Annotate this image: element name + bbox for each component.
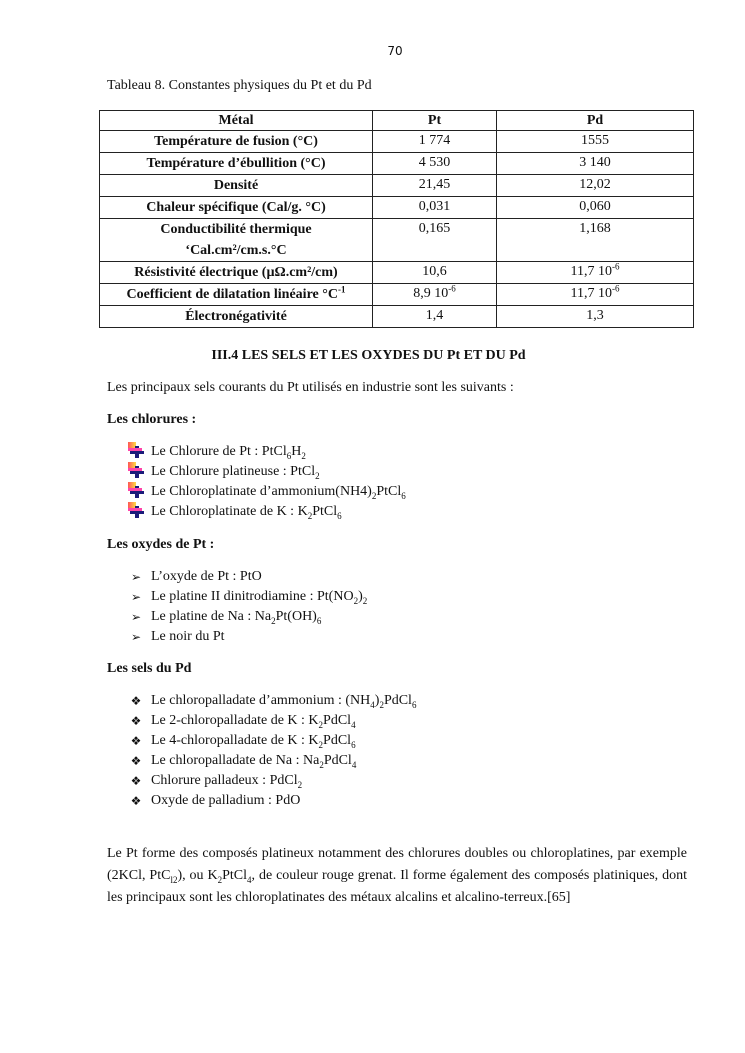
list-item-text (151, 504, 342, 519)
list-item (128, 607, 367, 627)
text-segment: Le Chloroplatinate de K : K (151, 504, 308, 519)
subscript: 2 (379, 699, 384, 710)
row-label (100, 219, 373, 262)
diamond-icon: ❖ (130, 694, 142, 708)
superscript: -1 (337, 284, 346, 295)
pd-value (497, 306, 694, 328)
text-segment: Densité (213, 178, 259, 193)
text-segment: Température de fusion (°C) (154, 134, 318, 149)
subscript: 2 (315, 470, 320, 481)
subscript: 4 (370, 699, 375, 710)
list-item-text (151, 589, 367, 604)
list-item-text (151, 793, 300, 808)
list-item-text (151, 773, 302, 788)
table-row (100, 219, 694, 262)
text-segment: Le Pt forme des composés platineux notamment des chlorures doubles ou chloroplatines, par exemple (2KCl, PtC (107, 846, 687, 883)
diamond-icon: ❖ (130, 774, 142, 788)
text-segment: 0,031 (418, 199, 451, 214)
intro-text: Les principaux sels courants du Pt utilisés en industrie sont les suivants : (107, 380, 514, 395)
subscript: 2 (301, 450, 306, 461)
text-segment: ), ou K (177, 868, 218, 883)
list-item (128, 502, 406, 522)
text-segment: Le Chlorure platineuse : PtCl (151, 464, 316, 479)
text-segment: Chlorure palladeux : PdCl (151, 773, 298, 788)
arrow-icon: ➢ (130, 570, 142, 584)
text-segment: 1,3 (586, 308, 604, 323)
subscript: 4 (247, 874, 252, 885)
oxydes-list (128, 567, 367, 647)
pd-value (497, 131, 694, 153)
subscript: 2 (371, 490, 377, 501)
list-item-text (151, 693, 416, 708)
subscript: 6 (411, 699, 417, 710)
text-segment: 1,168 (579, 221, 611, 236)
subscript: 4 (351, 759, 357, 770)
superscript: -6 (448, 283, 456, 294)
list-item (128, 691, 416, 711)
pt-value (373, 131, 497, 153)
diamond-icon: ❖ (130, 734, 142, 748)
row-label (100, 153, 373, 175)
text-segment: Le Chloroplatinate d’ammonium(NH4) (151, 484, 372, 499)
text-segment: PdCl (323, 713, 352, 728)
header-pt: Pt (373, 111, 497, 131)
list-item (128, 442, 406, 462)
text-segment: Pt(OH) (275, 609, 317, 624)
text-segment: Le platine de Na : Na (151, 609, 272, 624)
text-segment: H (291, 444, 302, 459)
text-segment: ) (358, 589, 363, 604)
text-segment: Le chloropalladate de Na : Na (151, 753, 320, 768)
subscript: 2 (353, 595, 359, 606)
list-item-text (151, 444, 306, 459)
text-segment: Le 4-chloropalladate de K : K (151, 733, 319, 748)
subscript: 2 (217, 874, 223, 885)
text-segment: 11,7 10 (570, 264, 612, 279)
subscript: 6 (316, 615, 322, 626)
list-item-text (151, 733, 356, 748)
pd-value (497, 153, 694, 175)
table-row (100, 197, 694, 219)
table-caption: Tableau 8. Constantes physiques du Pt et du Pd (107, 78, 372, 93)
text-segment: PdCl (323, 753, 352, 768)
text-segment: PdCl (323, 733, 352, 748)
table-row (100, 284, 694, 306)
text-segment: Le Chlorure de Pt : PtCl (151, 444, 287, 459)
table-header-row (100, 111, 694, 131)
text-segment: ‘Cal.cm²/cm.s.°C (185, 243, 287, 258)
physical-constants-table (99, 110, 694, 328)
text-segment: Coefficient de dilatation linéaire °C (126, 287, 338, 302)
page-number: 70 (387, 44, 403, 58)
diamond-icon: ❖ (130, 794, 142, 808)
text-segment: Électronégativité (185, 309, 287, 324)
subscript: 6 (337, 510, 342, 521)
row-label (100, 175, 373, 197)
subscript: l2 (170, 874, 178, 885)
text-segment: PtCl (222, 868, 248, 883)
list-title-sels-pd: Les sels du Pd (107, 661, 192, 676)
table-row (100, 262, 694, 284)
text-segment: Le chloropalladate d’ammonium : (NH (151, 693, 371, 708)
text-segment: 0,165 (418, 221, 451, 236)
text-segment: 4 530 (418, 155, 451, 170)
pt-value (373, 197, 497, 219)
sels-pd-list (128, 691, 416, 811)
list-item (128, 462, 406, 482)
text-segment: Chaleur spécifique (Cal/g. °C) (146, 200, 326, 215)
pd-value (497, 175, 694, 197)
header-pd: Pd (497, 111, 694, 131)
list-item-text (151, 753, 356, 768)
arrow-icon: ➢ (130, 610, 142, 624)
list-item (128, 587, 367, 607)
text-segment: Le 2-chloropalladate de K : K (151, 713, 319, 728)
text-segment: Le platine II dinitrodiamine : Pt(NO (151, 589, 354, 604)
text-segment: Conductibilité thermique (160, 222, 312, 237)
list-item-text (151, 464, 320, 479)
text-segment: Résistivité électrique (µΩ.cm²/cm) (134, 265, 338, 280)
pt-value (373, 262, 497, 284)
subscript: 2 (318, 719, 324, 730)
arrow-icon: ➢ (130, 590, 142, 604)
text-segment: 8,9 10 (413, 286, 449, 301)
subscript: 6 (286, 450, 292, 461)
section-heading-text: III.4 LES SELS ET LES OXYDES DU Pt ET DU Pd (211, 348, 526, 363)
pt-value (373, 284, 497, 306)
list-title-oxydes: Les oxydes de Pt : (107, 537, 215, 552)
list-item (128, 751, 416, 771)
pt-value (373, 219, 497, 262)
text-segment: Température d’ébullition (°C) (146, 156, 326, 171)
diamond-icon: ❖ (130, 714, 142, 728)
text-segment: 1555 (581, 133, 609, 148)
table-row (100, 306, 694, 328)
list-item (128, 482, 406, 502)
table-row (100, 175, 694, 197)
arrow-icon: ➢ (130, 630, 142, 644)
subscript: 2 (307, 510, 313, 521)
pd-value (497, 284, 694, 306)
text-segment: , de couleur rouge grenat. Il forme également des composés platiniques, dont les principaux sont les chloroplatinates des métaux alcalins et alcalino-terreux.[65] (107, 868, 687, 905)
row-label (100, 306, 373, 328)
row-label (100, 197, 373, 219)
pd-value (497, 262, 694, 284)
list-item (128, 791, 416, 811)
subscript: 2 (319, 759, 324, 770)
list-item-text (151, 484, 406, 499)
text-segment: Oxyde de palladium : PdO (151, 793, 301, 808)
chlorures-list (128, 442, 406, 522)
text-segment: 21,45 (418, 177, 451, 192)
table-row (100, 131, 694, 153)
list-item-text (151, 713, 356, 728)
pd-value (497, 219, 694, 262)
diamond-icon: ❖ (130, 754, 142, 768)
list-item (128, 627, 367, 647)
text-segment: PtCl (376, 484, 402, 499)
header-metal: Métal (100, 111, 373, 131)
subscript: 2 (297, 779, 303, 790)
body-paragraph (107, 843, 687, 909)
text-segment: 0,060 (579, 199, 611, 214)
pt-value (373, 175, 497, 197)
text-segment: 1 774 (418, 133, 451, 148)
list-item-text (151, 629, 225, 644)
superscript: -6 (611, 261, 620, 272)
subscript: 4 (351, 719, 356, 730)
text-segment: PdCl (383, 693, 412, 708)
list-item-text (151, 569, 262, 584)
row-label (100, 131, 373, 153)
text-segment: 10,6 (422, 264, 447, 279)
text-segment: ) (374, 693, 380, 708)
pt-value (373, 153, 497, 175)
row-label (100, 284, 373, 306)
list-item (128, 567, 367, 587)
subscript: 6 (401, 490, 406, 501)
text-segment: 11,7 10 (570, 286, 612, 301)
list-title-chlorures: Les chlorures : (107, 412, 197, 427)
subscript: 2 (271, 615, 276, 626)
text-segment: PtCl (312, 504, 338, 519)
pt-value (373, 306, 497, 328)
text-segment: Le noir du Pt (151, 629, 225, 644)
subscript: 2 (318, 739, 324, 750)
subscript: 2 (362, 595, 368, 606)
text-segment: 3 140 (579, 155, 611, 170)
section-heading (0, 348, 745, 364)
list-item (128, 711, 416, 731)
subscript: 6 (351, 739, 356, 750)
list-item (128, 771, 416, 791)
text-segment: 1,4 (425, 308, 444, 323)
table-row (100, 153, 694, 175)
superscript: -6 (611, 283, 620, 294)
text-segment: L’oxyde de Pt : PtO (151, 569, 262, 584)
row-label (100, 262, 373, 284)
pd-value (497, 197, 694, 219)
text-segment: 12,02 (579, 177, 611, 192)
list-item (128, 731, 416, 751)
list-item-text (151, 609, 321, 624)
